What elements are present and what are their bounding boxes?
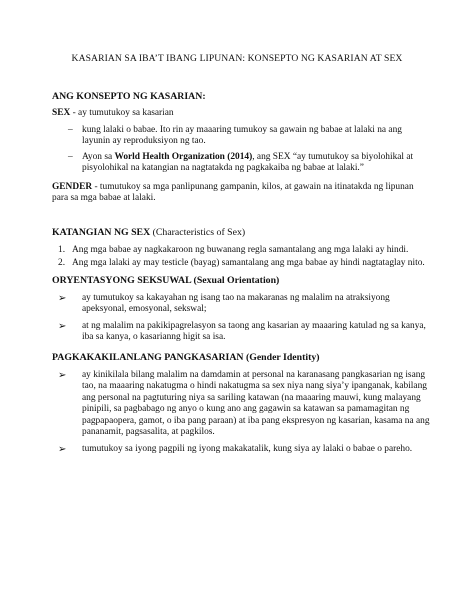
sex-term: SEX xyxy=(52,108,71,118)
gender-term: GENDER xyxy=(52,182,93,192)
arrow-bullet-icon: ➢ xyxy=(58,321,67,332)
sex-def-text: - ay tumutukoy sa kasarian xyxy=(70,108,174,118)
section-heading-oryentasyon: ORYENTASYONG SEKSUWAL (Sexual Orientation) xyxy=(52,275,280,286)
oryentasyon-item-2-text: at ng malalim na pakikipagrelasyon sa taong ang kasarian ay maaaring katulad ng sa kanya, iba sa kanya, o kasarianng higit sa isa. xyxy=(82,321,426,343)
identity-item-2-text: tumutukoy sa iyong pagpili ng iyong makakatalik, kung siya ay lalaki o babae o pareho. xyxy=(82,444,413,454)
sex-dash-item-2-text xyxy=(82,152,428,174)
identity-item-2 xyxy=(58,444,430,455)
document-title: KASARIAN SA IBA’T IBANG LIPUNAN: KONSEPTO NG KASARIAN AT SEX xyxy=(71,53,403,64)
katangian-item-2-text: Ang mga lalaki ay may testicle (bayag) samantalang ang mga babae ay hindi nagtataglay nito. xyxy=(72,258,425,268)
arrow-bullet-icon: ➢ xyxy=(58,444,67,455)
arrow-bullet-icon: ➢ xyxy=(58,370,67,381)
sex-definition xyxy=(52,108,174,119)
who-source: World Health Organization (2014) xyxy=(114,152,253,162)
section-heading-pagkakakilanlan: PAGKAKAKILANLANG PANGKASARIAN (Gender Identity) xyxy=(52,352,320,363)
oryentasyon-item-1-text: ay tumutukoy sa kakayahan ng isang tao na makaranas ng malalim na atraksiyong apeksyonal, emosyonal, sekswal; xyxy=(82,293,390,315)
list-number: 1. xyxy=(58,245,66,255)
section-heading-konsepto: ANG KONSEPTO NG KASARIAN: xyxy=(52,91,206,102)
en-dash-bullet-icon: – xyxy=(68,125,73,135)
gender-def-text: - tumutukoy sa mga panlipunang gampanin, kilos, at gawain na itinatakda ng lipunan para sa mga babae at lalaki. xyxy=(52,182,414,204)
oryentasyon-item-1 xyxy=(58,293,430,316)
sex-dash-item-1 xyxy=(68,125,428,147)
arrow-bullet-icon: ➢ xyxy=(58,293,67,304)
who-lead: Ayon sa xyxy=(82,152,115,162)
katangian-item-1-text: Ang mga babae ay nagkakaroon ng buwanang regla samantalang ang mga lalaki ay hindi. xyxy=(72,245,409,255)
katangian-heading-sub: (Characteristics of Sex) xyxy=(150,227,246,238)
section-heading-katangian xyxy=(52,227,245,238)
sex-dash-item-2 xyxy=(68,152,428,174)
en-dash-bullet-icon: – xyxy=(68,152,73,162)
katangian-item-1 xyxy=(58,245,438,256)
katangian-item-2 xyxy=(58,258,438,269)
gender-definition xyxy=(52,182,432,204)
list-number: 2. xyxy=(58,258,66,268)
identity-item-1-text: ay kinikilala bilang malalim na damdamin at personal na karanasang pangkasarian ng isang tao, na maaaring nakatugma o hindi nakatugma sa sex niya nang siya’y ipanganak, kabilang ang personal na pagtuturing niya sa sariling katawan (na maaaring mauwi, kung malayang pinipili, sa pagbabago ng anyo o kung ano ang gagawin sa katawan sa pamamagitan ng pagpapaopera, gamot, o iba pang paraan) at iba pang ekspresyon ng kasarian, kasama na ang pananamit, pagsasalita, at pagkilos. xyxy=(82,370,430,438)
sex-dash-item-1-text: kung lalaki o babae. Ito rin ay maaaring tumukoy sa gawain ng babae at lalaki na ang layunin ay reproduksiyon ng tao. xyxy=(82,125,402,147)
identity-item-1 xyxy=(58,370,430,438)
who-quote: , ang SEX “ay tumutukoy sa biyolohikal at pisyolohikal na katangian na nagtatakda ng pagkakaiba ng babae at lalaki.” xyxy=(82,152,414,174)
oryentasyon-item-2 xyxy=(58,321,430,344)
katangian-heading-text: KATANGIAN NG SEX xyxy=(52,227,151,238)
